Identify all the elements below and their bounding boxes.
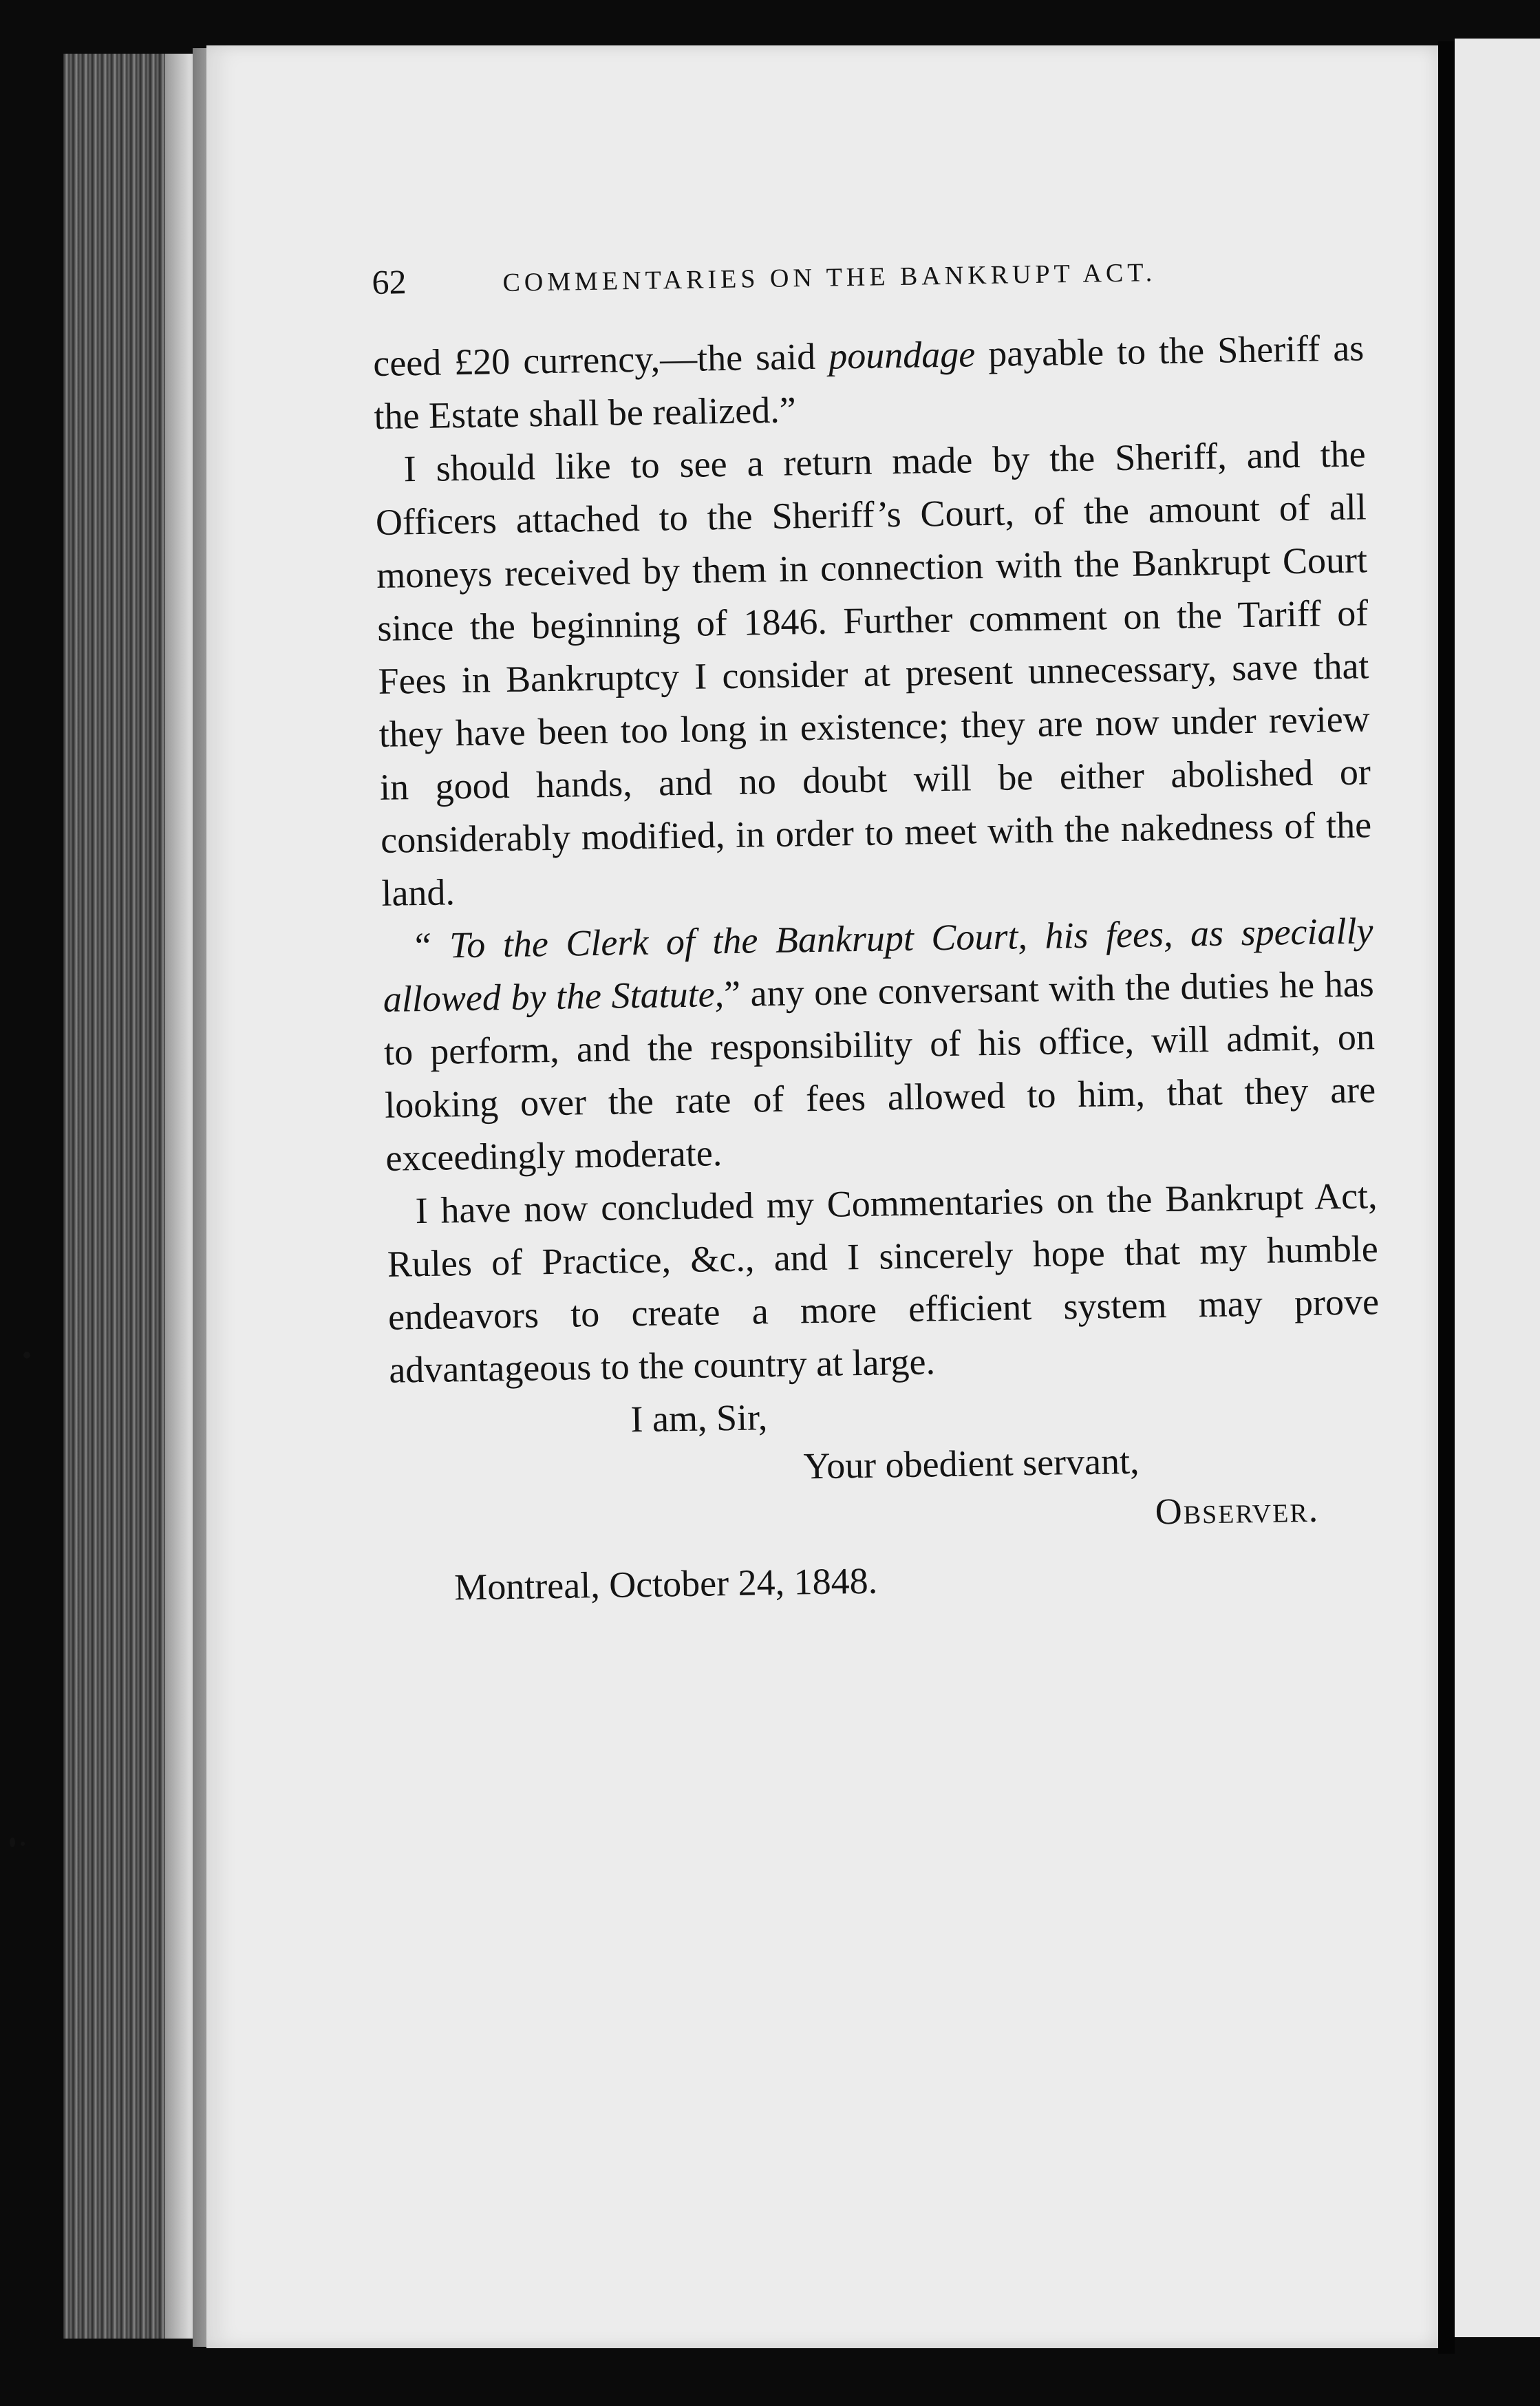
paragraph [374,427,1373,920]
letter-closing [389,1381,1384,1645]
book-spine-shadow [1438,41,1455,2354]
salutation: I am, Sir, [630,1396,768,1440]
text-run: I have now concluded my Commentaries on the Bankrupt Act, Rules of Practice, &c., and I sincerely hope that my humble endeavors to create a more efficient system may prove advantageous to the country at large. [387,1175,1380,1391]
text-run: payable to the Sheriff as the Estate shall be realized.” [374,327,1365,437]
facing-page-edge [1455,39,1540,2337]
paragraph [382,904,1377,1185]
paragraph [373,321,1365,443]
body-text [373,321,1384,1644]
text-run: I should like to see a return made by the Sheriff, and the Officers attached to the Sheriff’s Court, of the amount of all moneys received by them in connection with the Bankrupt Court since the beginning of 1846. Further comment on the Tariff of Fees in Bankruptcy I consider at present unnecessary, save that they have been too long in existence; they are now under review in good hands, and no doubt will be either abolished or considerably modified, in order to meet with the nakedness of the land. [375,433,1372,914]
page-number: 62 [372,262,407,301]
scan-speck [23,1352,30,1359]
italic-text-run: poundage [828,333,976,377]
text-run: ” any one conversant with the duties he has to perform, and the responsibility of his office, will admit, on looking over the rate of fees allowed to him, that they are exceedingly moderate. [383,963,1376,1179]
paragraph [386,1169,1380,1397]
running-head-title: COMMENTARIES ON THE BANKRUPT ACT. [502,258,1157,298]
scan-speck [10,1838,15,1847]
scan-speck [21,1842,25,1846]
italic-text-run: “ To the Clerk of the Bankrupt Court, his fees, as specially allowed by the Statute, [383,910,1373,1020]
valediction: Your obedient servant, [803,1440,1140,1487]
dateline: Montreal, October 24, 1848. [453,1559,878,1608]
signature: Observer. [1155,1488,1320,1533]
text-run: ceed £20 currency,—the said [372,335,829,384]
